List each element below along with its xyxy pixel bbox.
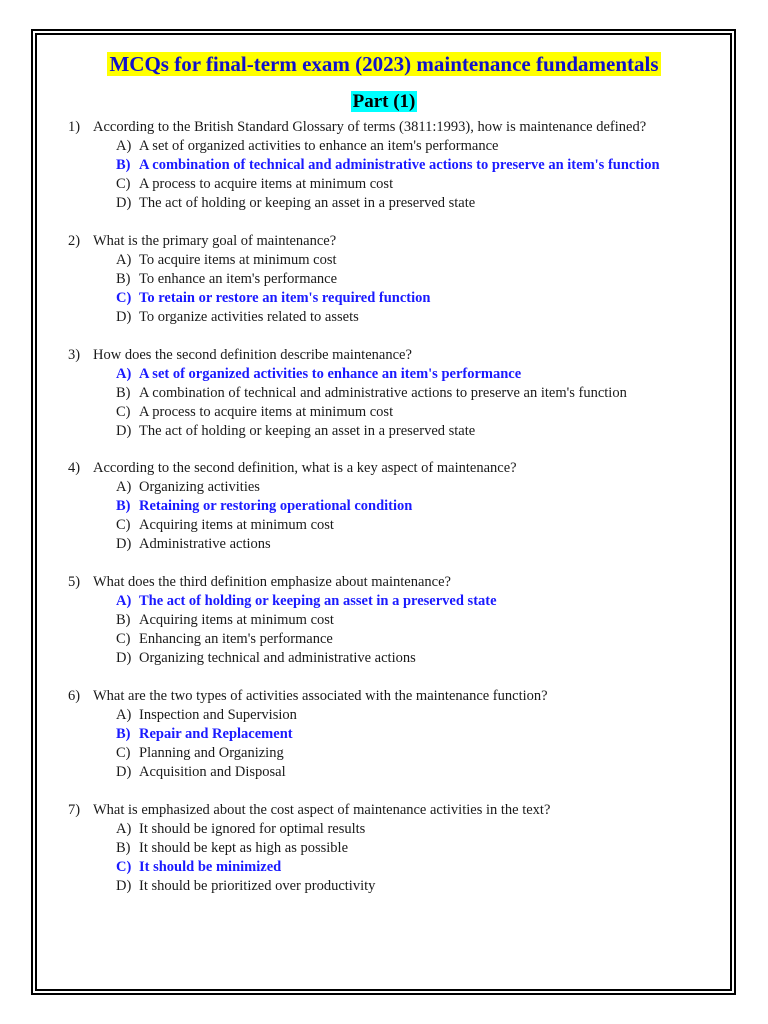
- option-text: Enhancing an item's performance: [139, 631, 333, 648]
- option-letter: D): [116, 308, 132, 325]
- option-text: A combination of technical and administrative actions to preserve an item's function: [139, 384, 627, 401]
- answer-option: [68, 649, 718, 668]
- answer-option: [68, 403, 718, 422]
- option-letter: D): [116, 650, 132, 667]
- option-text: Retaining or restoring operational condition: [139, 498, 413, 515]
- answer-option: [68, 251, 718, 270]
- answer-option: [68, 516, 718, 535]
- question-number: 4): [68, 460, 81, 477]
- question-number: 1): [68, 119, 81, 135]
- option-letter: D): [116, 195, 132, 211]
- option-letter: C): [116, 517, 131, 534]
- question-text: What is emphasized about the cost aspect of maintenance activities in the text?: [93, 801, 551, 818]
- question-line: [68, 346, 718, 365]
- question-block: [68, 687, 718, 782]
- question-line: [68, 801, 718, 820]
- answer-option: [68, 194, 718, 213]
- option-letter: B): [116, 270, 131, 287]
- option-text: The act of holding or keeping an asset in a preserved state: [139, 195, 476, 211]
- option-letter: C): [116, 858, 132, 875]
- document-title: [0, 50, 768, 78]
- answer-option: [68, 478, 718, 497]
- answer-option-correct: [68, 289, 718, 308]
- option-text: A process to acquire items at minimum cost: [139, 403, 394, 420]
- option-letter: A): [116, 593, 132, 610]
- question-block: [68, 801, 718, 896]
- question-number: 3): [68, 346, 81, 363]
- answer-option-correct: [68, 858, 718, 877]
- answer-option: [68, 137, 718, 156]
- question-text: How does the second definition describe maintenance?: [93, 346, 412, 363]
- option-letter: A): [116, 365, 132, 382]
- option-letter: A): [116, 820, 132, 837]
- answer-option: [68, 422, 718, 441]
- answer-option: [68, 706, 718, 725]
- option-text: It should be prioritized over productivity: [139, 877, 376, 894]
- option-text: A set of organized activities to enhance an item's performance: [139, 138, 499, 154]
- option-letter: C): [116, 289, 132, 306]
- answer-option: [68, 839, 718, 858]
- answer-option: [68, 630, 718, 649]
- question-number: 6): [68, 687, 81, 704]
- option-letter: C): [116, 631, 131, 648]
- option-text: Acquiring items at minimum cost: [139, 517, 334, 534]
- option-text: It should be kept as high as possible: [139, 839, 349, 856]
- option-letter: A): [116, 138, 132, 154]
- answer-option-correct: [68, 365, 718, 384]
- option-text: To organize activities related to assets: [139, 308, 359, 325]
- answer-option: [68, 763, 718, 782]
- option-text: To acquire items at minimum cost: [139, 251, 337, 268]
- question-block: [68, 459, 718, 554]
- part-heading: [0, 88, 768, 116]
- option-text: To enhance an item's performance: [139, 270, 338, 287]
- part-heading-text: Part (1): [352, 91, 416, 112]
- question-line: [68, 459, 718, 478]
- option-text: Administrative actions: [139, 536, 271, 553]
- question-number: 7): [68, 801, 81, 818]
- option-text: It should be ignored for optimal results: [139, 820, 366, 837]
- option-letter: A): [116, 251, 132, 268]
- answer-option: [68, 175, 718, 194]
- option-letter: D): [116, 422, 132, 439]
- question-text: What are the two types of activities associated with the maintenance function?: [93, 687, 548, 704]
- option-text: A set of organized activities to enhance an item's performance: [139, 365, 522, 382]
- option-letter: B): [116, 725, 131, 742]
- answer-option-correct: [68, 592, 718, 611]
- answer-option: [68, 270, 718, 289]
- answer-option: [68, 308, 718, 327]
- option-text: Planning and Organizing: [139, 744, 284, 761]
- option-text: A combination of technical and administrative actions to preserve an item's function: [139, 157, 660, 173]
- answer-option-correct: [68, 156, 718, 175]
- question-block: [68, 232, 718, 327]
- answer-option-correct: [68, 497, 718, 516]
- document-title-text: MCQs for final-term exam (2023) maintenance fundamentals: [109, 52, 659, 76]
- option-letter: D): [116, 536, 132, 553]
- question-number: 2): [68, 232, 81, 249]
- option-letter: B): [116, 498, 131, 515]
- question-block: [68, 118, 718, 213]
- question-block: [68, 573, 718, 668]
- question-line: [68, 687, 718, 706]
- option-text: The act of holding or keeping an asset in a preserved state: [139, 422, 476, 439]
- option-letter: D): [116, 877, 132, 894]
- option-text: It should be minimized: [139, 858, 282, 875]
- option-letter: B): [116, 839, 131, 856]
- option-letter: C): [116, 744, 131, 761]
- answer-option: [68, 535, 718, 554]
- question-list: [68, 118, 718, 915]
- option-letter: B): [116, 384, 131, 401]
- option-text: Acquiring items at minimum cost: [139, 612, 334, 629]
- option-text: Acquisition and Disposal: [139, 763, 286, 780]
- option-letter: A): [116, 706, 132, 723]
- answer-option: [68, 611, 718, 630]
- option-letter: A): [116, 479, 132, 496]
- question-number: 5): [68, 574, 81, 591]
- option-text: The act of holding or keeping an asset in a preserved state: [139, 593, 497, 610]
- question-line: [68, 573, 718, 592]
- answer-option: [68, 744, 718, 763]
- option-letter: C): [116, 403, 131, 420]
- answer-option: [68, 384, 718, 403]
- question-line: [68, 118, 718, 137]
- option-letter: B): [116, 612, 131, 629]
- question-line: [68, 232, 718, 251]
- option-text: Organizing activities: [139, 479, 260, 496]
- option-text: To retain or restore an item's required function: [139, 289, 431, 306]
- option-text: Inspection and Supervision: [139, 706, 297, 723]
- answer-option-correct: [68, 725, 718, 744]
- option-text: Organizing technical and administrative actions: [139, 650, 416, 667]
- question-text: According to the British Standard Glossary of terms (3811:1993), how is maintenance defined?: [93, 119, 647, 135]
- option-letter: D): [116, 763, 132, 780]
- option-text: A process to acquire items at minimum cost: [139, 176, 394, 192]
- question-text: What does the third definition emphasize about maintenance?: [93, 574, 451, 591]
- option-text: Repair and Replacement: [139, 725, 293, 742]
- answer-option: [68, 877, 718, 896]
- option-letter: C): [116, 176, 131, 192]
- question-block: [68, 346, 718, 441]
- answer-option: [68, 820, 718, 839]
- question-text: According to the second definition, what is a key aspect of maintenance?: [93, 460, 517, 477]
- option-letter: B): [116, 157, 131, 173]
- question-text: What is the primary goal of maintenance?: [93, 232, 337, 249]
